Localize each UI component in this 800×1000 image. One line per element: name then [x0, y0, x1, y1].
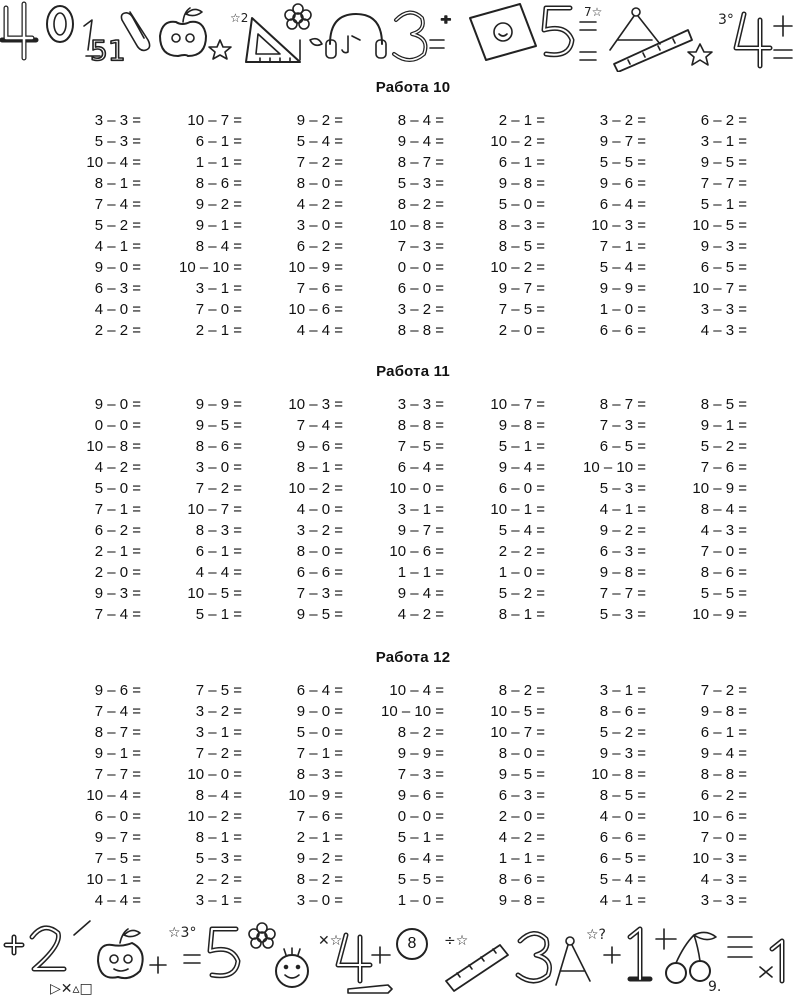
- math-problem: 8 – 6 =: [195, 175, 242, 192]
- math-problem: 7 – 7 =: [700, 175, 747, 192]
- math-problem: 3 – 0 =: [296, 892, 343, 909]
- math-problem: 1 – 1 =: [498, 850, 545, 867]
- math-problem: 6 – 2 =: [700, 112, 747, 129]
- math-problem: 9 – 8 =: [599, 564, 646, 581]
- math-problem: 2 – 1 =: [195, 322, 242, 339]
- math-problem: 7 – 3 =: [397, 238, 444, 255]
- math-problem: 2 – 1 =: [94, 543, 141, 560]
- banknote-doodle-icon: [470, 4, 536, 60]
- math-problem: 9 – 2 =: [195, 196, 242, 213]
- math-problem: 10 – 4 =: [86, 787, 141, 804]
- math-problem: 9 – 2 =: [296, 850, 343, 867]
- math-problem: 5 – 1 =: [700, 196, 747, 213]
- math-problem: 9 – 2 =: [296, 112, 343, 129]
- math-problem: 6 – 1 =: [195, 133, 242, 150]
- math-problem: 8 – 8 =: [397, 322, 444, 339]
- svg-text:☆?: ☆?: [586, 927, 606, 943]
- svg-text:☆2: ☆2: [230, 11, 249, 25]
- problem-grid: [64, 110, 771, 341]
- math-problem: 9 – 0 =: [296, 703, 343, 720]
- math-problem: 8 – 3 =: [195, 522, 242, 539]
- work-section-10: [0, 78, 800, 339]
- math-problem: 4 – 1 =: [599, 501, 646, 518]
- math-problem: 9 – 9 =: [397, 745, 444, 762]
- math-problem: 10 – 6 =: [389, 543, 444, 560]
- math-problem: 8 – 8 =: [397, 417, 444, 434]
- math-problem: 8 – 0 =: [498, 745, 545, 762]
- math-problem: 0 – 0 =: [94, 417, 141, 434]
- math-problem: 2 – 2 =: [94, 322, 141, 339]
- bottom-doodle-border: [0, 915, 800, 1000]
- problem-grid: [64, 680, 771, 911]
- math-problem: 9 – 4 =: [397, 585, 444, 602]
- page-number: 8: [396, 928, 428, 960]
- math-problem: 4 – 1 =: [94, 238, 141, 255]
- digit-1-doodle-icon: [84, 20, 126, 67]
- math-problem: 8 – 0 =: [296, 175, 343, 192]
- math-problem: 10 – 2 =: [187, 808, 242, 825]
- math-problem: 10 – 4 =: [86, 154, 141, 171]
- math-problem: 7 – 3 =: [296, 585, 343, 602]
- math-problem: 10 – 9 =: [288, 259, 343, 276]
- math-problem: 4 – 0 =: [296, 501, 343, 518]
- math-problem: 5 – 2 =: [599, 724, 646, 741]
- math-problem: 6 – 3 =: [599, 543, 646, 560]
- math-problem: 4 – 3 =: [700, 871, 747, 888]
- work-section-12: [0, 648, 800, 909]
- math-problem: 2 – 2 =: [498, 543, 545, 560]
- math-problem: 9 – 6 =: [599, 175, 646, 192]
- math-problem: 6 – 2 =: [700, 787, 747, 804]
- math-problem: 7 – 1 =: [94, 501, 141, 518]
- digit-3-doodle-icon: [394, 12, 452, 60]
- math-problem: 2 – 2 =: [195, 871, 242, 888]
- digit-5-doodle-icon: [544, 5, 602, 60]
- math-problem: 10 – 3 =: [288, 396, 343, 413]
- math-problem: 7 – 1 =: [296, 745, 343, 762]
- math-problem: 6 – 2 =: [296, 238, 343, 255]
- svg-text:÷: ÷: [440, 12, 452, 28]
- math-problem: 3 – 0 =: [296, 217, 343, 234]
- svg-text:7☆: 7☆: [584, 5, 603, 19]
- math-problem: 9 – 7 =: [397, 522, 444, 539]
- math-problem: 8 – 6 =: [498, 871, 545, 888]
- cherries-doodle-icon: [666, 932, 721, 995]
- math-problem: 7 – 4 =: [94, 703, 141, 720]
- svg-text:3°: 3°: [718, 12, 734, 28]
- math-problem: 10 – 8 =: [591, 766, 646, 783]
- math-problem: 2 – 1 =: [498, 112, 545, 129]
- math-problem: 5 – 0 =: [498, 196, 545, 213]
- math-problem: 9 – 5 =: [296, 606, 343, 623]
- math-problem: 9 – 4 =: [498, 459, 545, 476]
- math-problem: 8 – 8 =: [700, 766, 747, 783]
- compass-doodle-icon: [610, 8, 660, 50]
- math-problem: 7 – 3 =: [397, 766, 444, 783]
- math-problem: 10 – 5 =: [187, 585, 242, 602]
- math-problem: 10 – 5 =: [692, 217, 747, 234]
- star-doodle-icon: [209, 11, 248, 59]
- math-problem: 7 – 7 =: [94, 766, 141, 783]
- math-problem: 8 – 1 =: [195, 829, 242, 846]
- math-problem: 1 – 0 =: [397, 892, 444, 909]
- svg-text:✕☆: ✕☆: [318, 933, 343, 949]
- math-problem: 3 – 1 =: [700, 133, 747, 150]
- math-problem: 6 – 1 =: [498, 154, 545, 171]
- math-problem: 8 – 4 =: [195, 787, 242, 804]
- math-problem: 6 – 5 =: [700, 259, 747, 276]
- math-problem: 6 – 6 =: [296, 564, 343, 581]
- math-problem: 7 – 0 =: [700, 829, 747, 846]
- flower-doodle-icon: [285, 4, 322, 60]
- work-section-11: [0, 362, 800, 623]
- math-problem: 10 – 9 =: [288, 787, 343, 804]
- math-problem: 4 – 0 =: [94, 301, 141, 318]
- math-problem: 10 – 0 =: [187, 766, 242, 783]
- math-problem: 7 – 2 =: [700, 682, 747, 699]
- math-problem: 6 – 3 =: [498, 787, 545, 804]
- math-problem: 4 – 2 =: [94, 459, 141, 476]
- math-problem: 6 – 6 =: [599, 829, 646, 846]
- plus-doodle-icon: [150, 925, 196, 973]
- math-problem: 5 – 3 =: [599, 480, 646, 497]
- math-problem: 7 – 6 =: [296, 280, 343, 297]
- math-problem: 9 – 0 =: [94, 396, 141, 413]
- math-problem: 9 – 5 =: [498, 766, 545, 783]
- math-problem: 5 – 4 =: [498, 522, 545, 539]
- ruler-doodle-icon: [444, 933, 508, 991]
- svg-text:9.: 9.: [708, 979, 722, 995]
- math-problem: 5 – 5 =: [700, 585, 747, 602]
- section-title: Работа 11: [376, 363, 450, 380]
- math-problem: 9 – 4 =: [397, 133, 444, 150]
- math-problem: 5 – 5 =: [397, 871, 444, 888]
- math-problem: 6 – 1 =: [700, 724, 747, 741]
- math-problem: 5 – 2 =: [498, 585, 545, 602]
- math-problem: 6 – 2 =: [94, 522, 141, 539]
- math-problem: 3 – 1 =: [599, 682, 646, 699]
- math-problem: 9 – 6 =: [296, 438, 343, 455]
- math-problem: 7 – 5 =: [498, 301, 545, 318]
- math-problem: 8 – 5 =: [700, 396, 747, 413]
- math-problem: 10 – 10 =: [381, 703, 444, 720]
- math-problem: 9 – 8 =: [498, 892, 545, 909]
- math-problem: 6 – 6 =: [599, 322, 646, 339]
- math-problem: 10 – 1 =: [86, 871, 141, 888]
- math-problem: 7 – 6 =: [700, 459, 747, 476]
- math-problem: 2 – 0 =: [94, 564, 141, 581]
- math-problem: 6 – 0 =: [397, 280, 444, 297]
- math-problem: 8 – 7 =: [397, 154, 444, 171]
- math-problem: 9 – 5 =: [700, 154, 747, 171]
- math-problem: 10 – 2 =: [288, 480, 343, 497]
- math-problem: 10 – 2 =: [490, 259, 545, 276]
- math-problem: 9 – 0 =: [94, 259, 141, 276]
- math-problem: 9 – 7 =: [94, 829, 141, 846]
- math-problem: 7 – 5 =: [195, 682, 242, 699]
- math-problem: 9 – 3 =: [599, 745, 646, 762]
- math-problem: 8 – 7 =: [599, 396, 646, 413]
- digit-1-doodle-icon: [728, 937, 782, 981]
- math-problem: 0 – 0 =: [397, 808, 444, 825]
- math-problem: 9 – 8 =: [498, 175, 545, 192]
- math-problem: 3 – 2 =: [599, 112, 646, 129]
- plus-doodle-icon: [6, 937, 22, 953]
- section-title: Работа 10: [375, 79, 451, 96]
- math-problem: 10 – 8 =: [86, 438, 141, 455]
- math-problem: 5 – 3 =: [195, 850, 242, 867]
- math-problem: 6 – 3 =: [94, 280, 141, 297]
- math-problem: 10 – 3 =: [692, 850, 747, 867]
- math-problem: 3 – 2 =: [195, 703, 242, 720]
- math-problem: 9 – 3 =: [700, 238, 747, 255]
- math-problem: 7 – 2 =: [195, 745, 242, 762]
- math-problem: 10 – 7 =: [490, 724, 545, 741]
- math-problem: 7 – 4 =: [94, 196, 141, 213]
- math-problem: 9 – 1 =: [94, 745, 141, 762]
- math-problem: 7 – 0 =: [195, 301, 242, 318]
- math-problem: 7 – 2 =: [195, 480, 242, 497]
- math-problem: 2 – 0 =: [498, 322, 545, 339]
- math-problem: 9 – 8 =: [498, 417, 545, 434]
- math-problem: 7 – 6 =: [296, 808, 343, 825]
- math-problem: 0 – 0 =: [397, 259, 444, 276]
- math-problem: 6 – 5 =: [599, 850, 646, 867]
- math-problem: 4 – 2 =: [498, 829, 545, 846]
- apple-doodle-icon: [160, 8, 206, 56]
- math-problem: 9 – 7 =: [599, 133, 646, 150]
- math-problem: 1 – 0 =: [498, 564, 545, 581]
- math-problem: 5 – 1 =: [397, 829, 444, 846]
- math-problem: 10 – 7 =: [187, 501, 242, 518]
- math-problem: 7 – 2 =: [296, 154, 343, 171]
- math-problem: 10 – 7 =: [490, 396, 545, 413]
- math-problem: 7 – 0 =: [700, 543, 747, 560]
- math-problem: 3 – 3 =: [94, 112, 141, 129]
- math-problem: 9 – 1 =: [700, 417, 747, 434]
- svg-text:51: 51: [90, 34, 126, 67]
- math-problem: 9 – 2 =: [599, 522, 646, 539]
- math-problem: 7 – 4 =: [296, 417, 343, 434]
- math-problem: 8 – 3 =: [296, 766, 343, 783]
- pencil-doodle-icon: [348, 985, 392, 993]
- math-problem: 10 – 9 =: [692, 480, 747, 497]
- math-problem: 9 – 9 =: [195, 396, 242, 413]
- math-problem: 10 – 0 =: [389, 480, 444, 497]
- math-problem: 8 – 4 =: [195, 238, 242, 255]
- math-problem: 10 – 10 =: [179, 259, 242, 276]
- math-problem: 7 – 1 =: [599, 238, 646, 255]
- math-problem: 9 – 8 =: [700, 703, 747, 720]
- math-problem: 4 – 2 =: [296, 196, 343, 213]
- math-problem: 8 – 6 =: [195, 438, 242, 455]
- math-problem: 10 – 7 =: [187, 112, 242, 129]
- math-problem: 4 – 3 =: [700, 322, 747, 339]
- math-problem: 5 – 3 =: [397, 175, 444, 192]
- digit-2-doodle-icon: [32, 921, 93, 997]
- math-problem: 10 – 4 =: [389, 682, 444, 699]
- math-problem: 8 – 5 =: [498, 238, 545, 255]
- triangle-ruler-doodle-icon: [246, 18, 300, 62]
- headphones-doodle-icon: [326, 14, 386, 58]
- math-problem: 3 – 1 =: [397, 501, 444, 518]
- math-problem: 8 – 2 =: [296, 871, 343, 888]
- svg-text:☆3°: ☆3°: [168, 925, 197, 941]
- math-problem: 3 – 3 =: [700, 892, 747, 909]
- math-problem: 1 – 0 =: [599, 301, 646, 318]
- math-problem: 8 – 7 =: [94, 724, 141, 741]
- svg-text:▷✕▵□: ▷✕▵□: [50, 981, 93, 997]
- digit-0-doodle-icon: [47, 6, 73, 42]
- math-problem: 10 – 7 =: [692, 280, 747, 297]
- digit-4-doodle-icon: [318, 933, 390, 981]
- math-problem: 6 – 1 =: [195, 543, 242, 560]
- math-problem: 8 – 1 =: [94, 175, 141, 192]
- math-problem: 4 – 0 =: [599, 808, 646, 825]
- math-problem: 6 – 4 =: [397, 459, 444, 476]
- math-problem: 10 – 6 =: [288, 301, 343, 318]
- math-problem: 5 – 2 =: [94, 217, 141, 234]
- math-problem: 4 – 4 =: [94, 892, 141, 909]
- math-problem: 4 – 1 =: [599, 892, 646, 909]
- math-problem: 8 – 4 =: [700, 501, 747, 518]
- math-problem: 10 – 6 =: [692, 808, 747, 825]
- problem-grid: [64, 394, 771, 625]
- section-title: Работа 12: [375, 649, 451, 666]
- digit-4-doodle-icon: [736, 14, 792, 66]
- math-problem: 4 – 4 =: [195, 564, 242, 581]
- math-problem: 7 – 5 =: [94, 850, 141, 867]
- math-problem: 8 – 6 =: [599, 703, 646, 720]
- math-problem: 8 – 4 =: [397, 112, 444, 129]
- compass-doodle-icon: [556, 927, 606, 985]
- math-problem: 7 – 4 =: [94, 606, 141, 623]
- math-problem: 9 – 1 =: [195, 217, 242, 234]
- math-problem: 4 – 3 =: [700, 522, 747, 539]
- math-problem: 5 – 5 =: [599, 154, 646, 171]
- digit-4-doodle-icon: [2, 4, 36, 58]
- math-problem: 6 – 0 =: [498, 480, 545, 497]
- math-problem: 6 – 0 =: [94, 808, 141, 825]
- math-problem: 4 – 4 =: [296, 322, 343, 339]
- math-problem: 8 – 1 =: [296, 459, 343, 476]
- math-problem: 8 – 2 =: [498, 682, 545, 699]
- math-problem: 10 – 2 =: [490, 133, 545, 150]
- math-problem: 10 – 3 =: [591, 217, 646, 234]
- math-problem: 5 – 4 =: [599, 871, 646, 888]
- math-problem: 6 – 4 =: [599, 196, 646, 213]
- math-problem: 9 – 7 =: [498, 280, 545, 297]
- math-problem: 3 – 1 =: [195, 892, 242, 909]
- math-problem: 5 – 3 =: [94, 133, 141, 150]
- math-problem: 4 – 2 =: [397, 606, 444, 623]
- math-problem: 10 – 9 =: [692, 606, 747, 623]
- top-doodle-border: [0, 0, 800, 72]
- math-problem: 5 – 0 =: [296, 724, 343, 741]
- math-problem: 6 – 4 =: [296, 682, 343, 699]
- math-problem: 7 – 7 =: [599, 585, 646, 602]
- math-problem: 6 – 5 =: [599, 438, 646, 455]
- svg-text:÷☆: ÷☆: [444, 933, 469, 949]
- math-problem: 3 – 2 =: [397, 301, 444, 318]
- math-problem: 5 – 4 =: [296, 133, 343, 150]
- math-problem: 5 – 2 =: [700, 438, 747, 455]
- math-problem: 3 – 3 =: [397, 396, 444, 413]
- math-problem: 8 – 1 =: [498, 606, 545, 623]
- math-problem: 3 – 3 =: [700, 301, 747, 318]
- math-problem: 8 – 5 =: [599, 787, 646, 804]
- math-problem: 5 – 0 =: [94, 480, 141, 497]
- math-problem: 10 – 10 =: [583, 459, 646, 476]
- apple-doodle-icon: [98, 929, 143, 978]
- star-doodle-icon: [688, 12, 734, 65]
- digit-3-doodle-icon: [518, 933, 550, 981]
- smiley-doodle-icon: [276, 948, 308, 987]
- math-problem: 2 – 0 =: [498, 808, 545, 825]
- math-problem: 3 – 1 =: [195, 280, 242, 297]
- math-problem: 7 – 3 =: [599, 417, 646, 434]
- math-problem: 8 – 2 =: [397, 724, 444, 741]
- math-problem: 9 – 4 =: [700, 745, 747, 762]
- math-problem: 5 – 4 =: [599, 259, 646, 276]
- flower-doodle-icon: [249, 923, 275, 948]
- math-problem: 8 – 2 =: [397, 196, 444, 213]
- math-problem: 9 – 5 =: [195, 417, 242, 434]
- math-problem: 3 – 0 =: [195, 459, 242, 476]
- math-problem: 5 – 3 =: [599, 606, 646, 623]
- math-problem: 2 – 1 =: [296, 829, 343, 846]
- math-problem: 9 – 9 =: [599, 280, 646, 297]
- paperclip-doodle-icon: [121, 12, 149, 50]
- math-problem: 9 – 6 =: [94, 682, 141, 699]
- math-problem: 10 – 5 =: [490, 703, 545, 720]
- math-problem: 5 – 1 =: [195, 606, 242, 623]
- math-problem: 7 – 5 =: [397, 438, 444, 455]
- math-problem: 9 – 6 =: [397, 787, 444, 804]
- math-problem: 10 – 8 =: [389, 217, 444, 234]
- math-problem: 10 – 1 =: [490, 501, 545, 518]
- math-problem: 1 – 1 =: [397, 564, 444, 581]
- math-problem: 8 – 6 =: [700, 564, 747, 581]
- math-problem: 8 – 0 =: [296, 543, 343, 560]
- math-problem: 3 – 1 =: [195, 724, 242, 741]
- math-problem: 6 – 4 =: [397, 850, 444, 867]
- math-problem: 3 – 2 =: [296, 522, 343, 539]
- math-problem: 9 – 3 =: [94, 585, 141, 602]
- math-problem: 1 – 1 =: [195, 154, 242, 171]
- math-problem: 5 – 1 =: [498, 438, 545, 455]
- math-problem: 8 – 3 =: [498, 217, 545, 234]
